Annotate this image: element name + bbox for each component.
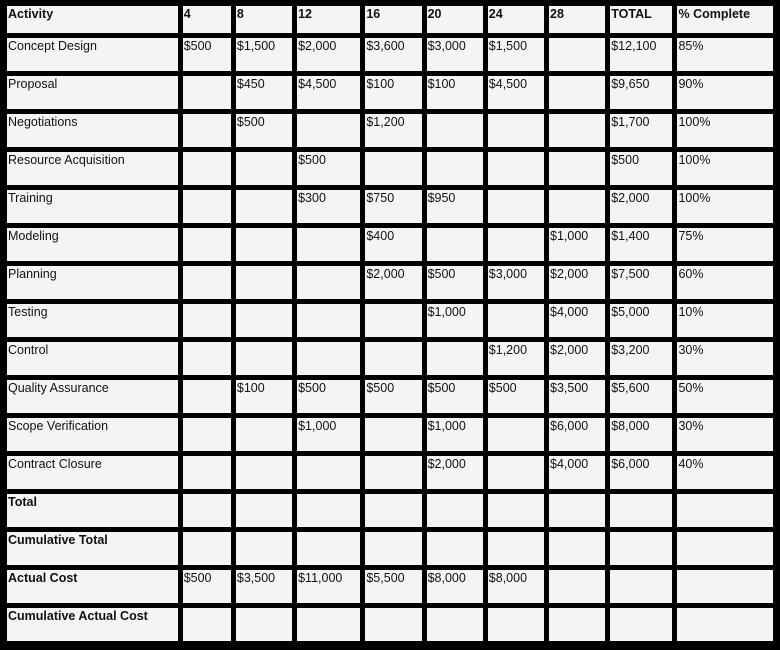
table-cell: 100% [677, 114, 773, 147]
table-cell [549, 190, 605, 223]
table-cell [488, 608, 544, 641]
table-cell: $8,000 [610, 418, 672, 451]
table-cell [488, 152, 544, 185]
table-cell: $8,000 [427, 570, 483, 603]
table-cell: $2,000 [297, 38, 360, 71]
table-cell [297, 342, 360, 375]
table-cell: $500 [297, 152, 360, 185]
table-cell [183, 532, 231, 565]
table-cell [297, 114, 360, 147]
table-cell [488, 494, 544, 527]
table-cell [236, 532, 292, 565]
table-cell: $100 [236, 380, 292, 413]
table-row [7, 76, 773, 109]
table-cell: $4,000 [549, 304, 605, 337]
table-cell: $500 [610, 152, 672, 185]
table-cell [549, 76, 605, 109]
table-cell: $3,000 [427, 38, 483, 71]
table-cell: $5,000 [610, 304, 672, 337]
table-cell: $7,500 [610, 266, 672, 299]
table-cell: $4,500 [488, 76, 544, 109]
table-cell [365, 342, 421, 375]
table-cell: $9,650 [610, 76, 672, 109]
row-label: Resource Acquisition [7, 152, 178, 185]
table-cell: 85% [677, 38, 773, 71]
table-cell [236, 418, 292, 451]
table-cell: $1,500 [236, 38, 292, 71]
table-cell [183, 456, 231, 489]
table-cell: $500 [183, 38, 231, 71]
table-row [7, 228, 773, 261]
table-cell [427, 114, 483, 147]
table-cell [183, 152, 231, 185]
table-cell [297, 608, 360, 641]
table-cell [549, 152, 605, 185]
table-cell: $1,700 [610, 114, 672, 147]
table-cell: $950 [427, 190, 483, 223]
table-cell: $500 [183, 570, 231, 603]
row-label: Planning [7, 266, 178, 299]
row-label: Cumulative Total [7, 532, 178, 565]
table-row [7, 342, 773, 375]
table-cell [549, 570, 605, 603]
column-header: 24 [488, 6, 544, 33]
table-cell: $3,200 [610, 342, 672, 375]
table-cell [427, 532, 483, 565]
table-row [7, 380, 773, 413]
table-row [7, 152, 773, 185]
table-cell [549, 608, 605, 641]
table-cell: $8,000 [488, 570, 544, 603]
row-label: Negotiations [7, 114, 178, 147]
table-cell [610, 532, 672, 565]
table-cell [677, 494, 773, 527]
table-cell: $5,600 [610, 380, 672, 413]
column-header: 16 [365, 6, 421, 33]
table-cell [549, 532, 605, 565]
table-cell: 100% [677, 152, 773, 185]
table-cell [677, 608, 773, 641]
table-cell [236, 494, 292, 527]
header-row [7, 6, 773, 33]
table-cell [183, 266, 231, 299]
table-cell: $12,100 [610, 38, 672, 71]
table-cell [183, 114, 231, 147]
table-cell [365, 532, 421, 565]
table-cell: 50% [677, 380, 773, 413]
row-label: Total [7, 494, 178, 527]
table-cell [297, 494, 360, 527]
table-cell [365, 494, 421, 527]
table-cell [236, 304, 292, 337]
row-label: Modeling [7, 228, 178, 261]
table-cell: $500 [365, 380, 421, 413]
table-cell [183, 494, 231, 527]
table-cell: 10% [677, 304, 773, 337]
column-header: 12 [297, 6, 360, 33]
table-row [7, 266, 773, 299]
row-label: Testing [7, 304, 178, 337]
table-cell: $2,000 [427, 456, 483, 489]
table-cell [365, 152, 421, 185]
table-cell: $6,000 [549, 418, 605, 451]
table-cell [488, 228, 544, 261]
table-cell [549, 494, 605, 527]
table-cell [183, 228, 231, 261]
table-cell [488, 532, 544, 565]
table-cell: $2,000 [549, 342, 605, 375]
table-cell [236, 608, 292, 641]
table-cell: 60% [677, 266, 773, 299]
table-cell: 30% [677, 418, 773, 451]
table-cell [427, 608, 483, 641]
table-cell [297, 266, 360, 299]
table-cell: $1,000 [427, 304, 483, 337]
table-cell [183, 342, 231, 375]
table-cell: $3,600 [365, 38, 421, 71]
table-cell [297, 304, 360, 337]
column-header: TOTAL [610, 6, 672, 33]
table-cell: $4,500 [297, 76, 360, 109]
table-cell [427, 152, 483, 185]
table-cell: $1,000 [549, 228, 605, 261]
table-row [7, 418, 773, 451]
table-cell [183, 608, 231, 641]
table-cell [549, 114, 605, 147]
table-cell [427, 228, 483, 261]
table-row [7, 494, 773, 527]
table-cell: $1,000 [297, 418, 360, 451]
table-cell: $500 [236, 114, 292, 147]
table-row [7, 190, 773, 223]
table-cell [427, 494, 483, 527]
table-cell [236, 152, 292, 185]
table-cell [183, 418, 231, 451]
table-cell [297, 456, 360, 489]
column-header: 28 [549, 6, 605, 33]
table-cell [488, 304, 544, 337]
table-cell [183, 76, 231, 109]
table-cell [610, 608, 672, 641]
table-cell [183, 304, 231, 337]
row-label: Scope Verification [7, 418, 178, 451]
table-cell: $500 [297, 380, 360, 413]
table-cell [365, 304, 421, 337]
table-cell: $5,500 [365, 570, 421, 603]
table-cell [236, 266, 292, 299]
table-cell [488, 190, 544, 223]
table-cell [297, 228, 360, 261]
table-cell: 40% [677, 456, 773, 489]
table-row [7, 456, 773, 489]
table-cell [365, 456, 421, 489]
row-label: Cumulative Actual Cost [7, 608, 178, 641]
column-header: % Complete [677, 6, 773, 33]
row-label: Training [7, 190, 178, 223]
table-body [7, 38, 773, 641]
table-cell [183, 380, 231, 413]
table-cell: $750 [365, 190, 421, 223]
table-row [7, 38, 773, 71]
column-header: 4 [183, 6, 231, 33]
table-cell [236, 190, 292, 223]
table-cell: 30% [677, 342, 773, 375]
column-header: 20 [427, 6, 483, 33]
table-cell [549, 38, 605, 71]
table-cell [488, 114, 544, 147]
table-cell: $2,000 [610, 190, 672, 223]
table-cell [236, 228, 292, 261]
table-cell: $1,400 [610, 228, 672, 261]
table-cell: 100% [677, 190, 773, 223]
table-cell: $450 [236, 76, 292, 109]
column-header-activity: Activity [7, 6, 178, 33]
table-cell [365, 608, 421, 641]
table-cell: 90% [677, 76, 773, 109]
table-cell: 75% [677, 228, 773, 261]
table-cell [488, 456, 544, 489]
table-cell [677, 532, 773, 565]
table-cell [365, 418, 421, 451]
row-label: Control [7, 342, 178, 375]
table-cell: $6,000 [610, 456, 672, 489]
table-cell: $3,500 [549, 380, 605, 413]
table-cell: $500 [427, 380, 483, 413]
row-label: Contract Closure [7, 456, 178, 489]
table-row [7, 570, 773, 603]
table-cell [610, 570, 672, 603]
table-cell: $4,000 [549, 456, 605, 489]
table-cell: $2,000 [549, 266, 605, 299]
column-header: 8 [236, 6, 292, 33]
table-cell: $11,000 [297, 570, 360, 603]
table-cell: $100 [427, 76, 483, 109]
table-cell: $100 [365, 76, 421, 109]
table-cell: $300 [297, 190, 360, 223]
table-row [7, 114, 773, 147]
table-cell [183, 190, 231, 223]
table-row [7, 304, 773, 337]
table-cell [610, 494, 672, 527]
row-label: Proposal [7, 76, 178, 109]
table-cell [427, 342, 483, 375]
table-cell [488, 418, 544, 451]
table-cell: $500 [427, 266, 483, 299]
table-cell: $1,000 [427, 418, 483, 451]
table-cell: $500 [488, 380, 544, 413]
cost-table [2, 1, 778, 646]
table-cell [297, 532, 360, 565]
row-label: Concept Design [7, 38, 178, 71]
table-row [7, 608, 773, 641]
table-cell: $1,500 [488, 38, 544, 71]
table-cell: $400 [365, 228, 421, 261]
table-cell: $1,200 [488, 342, 544, 375]
table-cell [677, 570, 773, 603]
table-cell: $3,000 [488, 266, 544, 299]
table-cell: $1,200 [365, 114, 421, 147]
row-label: Quality Assurance [7, 380, 178, 413]
table-cell [236, 342, 292, 375]
table-row [7, 532, 773, 565]
table-cell: $3,500 [236, 570, 292, 603]
table-cell [236, 456, 292, 489]
table-cell: $2,000 [365, 266, 421, 299]
row-label: Actual Cost [7, 570, 178, 603]
